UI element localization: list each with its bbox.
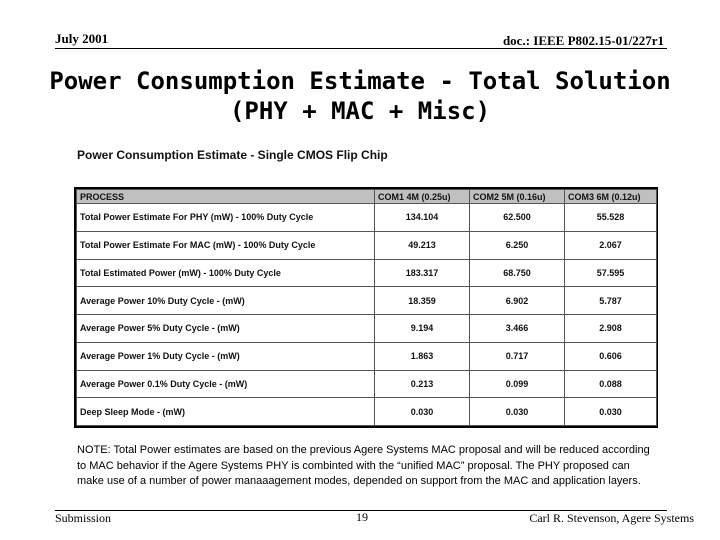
column-header-process: PROCESS: [77, 190, 375, 204]
row-label: Total Power Estimate For MAC (mW) - 100% Duty Cycle: [77, 231, 375, 259]
cell-com1: 9.194: [375, 315, 470, 343]
cell-com3: 0.606: [565, 342, 657, 370]
cell-com2: 0.099: [470, 370, 565, 398]
cell-com2: 62.500: [470, 204, 565, 232]
footer-author: Carl R. Stevenson, Agere Systems: [529, 511, 694, 525]
table-row: [77, 259, 657, 287]
footer-submission: Submission: [55, 511, 112, 525]
table-row: [77, 287, 657, 315]
header-rule: [55, 48, 667, 49]
table-row: [77, 204, 657, 232]
cell-com3: 0.030: [565, 398, 657, 426]
table-header-row: [77, 190, 657, 204]
cell-com1: 134.104: [375, 204, 470, 232]
cell-com2: 6.902: [470, 287, 565, 315]
column-header-com1: COM1 4M (0.25u): [375, 190, 470, 204]
table-row: [77, 370, 657, 398]
row-label: Total Estimated Power (mW) - 100% Duty Cycle: [77, 259, 375, 287]
cell-com1: 1.863: [375, 342, 470, 370]
cell-com3: 55.528: [565, 204, 657, 232]
row-label: Average Power 0.1% Duty Cycle - (mW): [77, 370, 375, 398]
cell-com1: 183.317: [375, 259, 470, 287]
cell-com3: 0.088: [565, 370, 657, 398]
table-row: [77, 342, 657, 370]
cell-com1: 0.030: [375, 398, 470, 426]
cell-com3: 2.908: [565, 315, 657, 343]
table-row: [77, 231, 657, 259]
table-row: [77, 315, 657, 343]
column-header-com2: COM2 5M (0.16u): [470, 190, 565, 204]
cell-com1: 0.213: [375, 370, 470, 398]
power-table: [76, 189, 657, 426]
footer-page-number: 19: [356, 510, 368, 524]
power-table-frame: [74, 187, 658, 428]
slide-title: [40, 66, 680, 126]
cell-com2: 68.750: [470, 259, 565, 287]
cell-com1: 18.359: [375, 287, 470, 315]
cell-com2: 6.250: [470, 231, 565, 259]
cell-com3: 2.067: [565, 231, 657, 259]
table-caption: Power Consumption Estimate - Single CMOS Flip Chip: [77, 148, 388, 162]
row-label: Average Power 5% Duty Cycle - (mW): [77, 315, 375, 343]
row-label: Average Power 10% Duty Cycle - (mW): [77, 287, 375, 315]
column-header-com3: COM3 6M (0.12u): [565, 190, 657, 204]
row-label: Total Power Estimate For PHY (mW) - 100% Duty Cycle: [77, 204, 375, 232]
cell-com3: 57.595: [565, 259, 657, 287]
cell-com2: 0.717: [470, 342, 565, 370]
table-row: [77, 398, 657, 426]
cell-com3: 5.787: [565, 287, 657, 315]
slide-title-line-1: Power Consumption Estimate - Total Solution: [49, 67, 671, 95]
row-label: Deep Sleep Mode - (mW): [77, 398, 375, 426]
cell-com2: 3.466: [470, 315, 565, 343]
note-text: NOTE: Total Power estimates are based on the previous Agere Systems MAC proposal and will be reduced according to MAC behavior if the Agere Systems PHY is combinted with the “unified MAC” proposal. The PHY proposed can make use of a number of power manaaagement modes, depended on support from the MAC and application layers.: [77, 444, 650, 487]
header-date: July 2001: [55, 31, 109, 46]
slide-title-line-2: (PHY + MAC + Misc): [229, 97, 491, 125]
cell-com2: 0.030: [470, 398, 565, 426]
header-doc-id: doc.: IEEE P802.15-01/227r1: [502, 33, 664, 48]
cell-com1: 49.213: [375, 231, 470, 259]
row-label: Average Power 1% Duty Cycle - (mW): [77, 342, 375, 370]
